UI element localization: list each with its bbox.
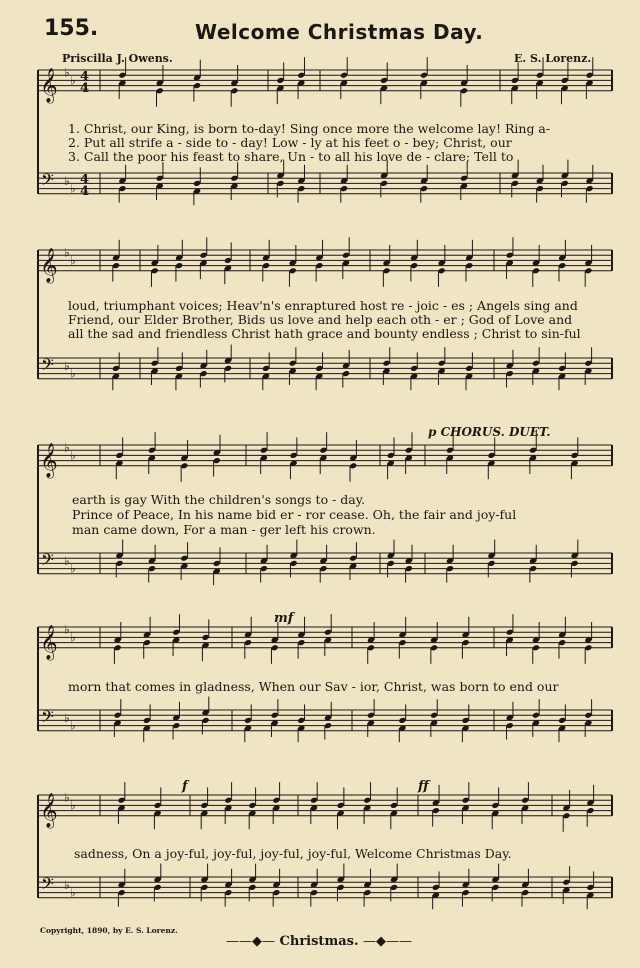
flat-icon: ♭ [70,630,76,645]
chorus-duet-marking: p CHORUS. DUET. [428,425,551,439]
treble-clef-icon: 𝄞 [40,247,58,283]
dynamic-ff: ff [418,779,429,794]
time-signature: 4 [80,172,90,188]
lyric-s3-v3: man came down, For a man - ger left his crown. [72,522,376,537]
flat-icon: ♭ [70,366,76,381]
flat-icon: ♭ [70,561,76,576]
treble-clef-icon: 𝄞 [40,792,58,828]
lyric-s2-v2: Friend, our Elder Brother, Bids us love and help each oth - er ; God of Love and [68,312,573,327]
bass-clef-icon: 𝄢 [41,169,54,194]
hymn-title: Welcome Christmas Day. [195,20,484,44]
flat-icon: ♭ [70,448,76,463]
dynamic-f: f [182,779,188,794]
time-signature: 4 [80,69,90,85]
lyric-s4: morn that comes in gladness, When our Sav - ior, Christ, was born to end our [68,679,559,694]
flat-icon: ♭ [64,622,70,637]
footer-label: Christmas. [279,934,359,949]
flat-icon: ♭ [70,718,76,733]
copyright-notice: Copyright, 1890, by E. S. Lorenz. [40,926,178,935]
author-credit: Priscilla J. Owens. [62,52,173,65]
time-signature: 4 [80,80,90,96]
flat-icon: ♭ [64,173,70,188]
treble-clef-icon: 𝄞 [40,67,58,103]
lyric-s2-v3: all the sad and friendless Christ hath grace and bounty endless ; Christ to sin-ful [68,326,581,341]
dynamic-mf: mf [274,611,294,626]
flat-icon: ♭ [64,553,70,568]
hymn-number: 155. [44,16,99,41]
footer-category: ——◆— Christmas. —◆—— [226,934,412,949]
flat-icon: ♭ [64,440,70,455]
flat-icon: ♭ [70,73,76,88]
composer-credit: E. S. Lorenz. [514,52,592,65]
flat-icon: ♭ [70,885,76,900]
bass-clef-icon: 𝄢 [41,706,54,731]
lyric-s1-v2: 2. Put all strife a - side to - day! Low - ly at his feet o - bey; Christ, our [68,135,512,150]
bass-clef-icon: 𝄢 [41,549,54,574]
bass-clef-icon: 𝄢 [41,354,54,379]
flat-icon: ♭ [70,181,76,196]
time-signature: 4 [80,183,90,199]
lyric-s1-v3: 3. Call the poor his feast to share, Un - to all his love de - clare; Tell to [68,149,514,164]
lyric-s3-v1: earth is gay With the children's songs to - day. [72,492,366,507]
flat-icon: ♭ [70,798,76,813]
lyric-s1-v1: 1. Christ, our King, is born to-day! Sing once more the welcome lay! Ring a- [68,121,551,136]
flat-icon: ♭ [64,790,70,805]
flat-icon: ♭ [64,245,70,260]
flat-icon: ♭ [64,65,70,80]
flat-icon: ♭ [64,710,70,725]
flat-icon: ♭ [64,358,70,373]
lyric-s5: sadness, On a joy-ful, joy-ful, joy-ful, joy-ful, Welcome Christmas Day. [74,846,512,861]
flat-icon: ♭ [64,877,70,892]
lyric-s3-v2: Prince of Peace, In his name bid er - ror cease. Oh, the fair and joy-ful [72,507,517,522]
treble-clef-icon: 𝄞 [40,442,58,478]
treble-clef-icon: 𝄞 [40,624,58,660]
flat-icon: ♭ [70,253,76,268]
bass-clef-icon: 𝄢 [41,873,54,898]
lyric-s2-v1: loud, triumphant voices; Heav'n's enraptured host re - joic - es ; Angels sing and [68,298,578,313]
